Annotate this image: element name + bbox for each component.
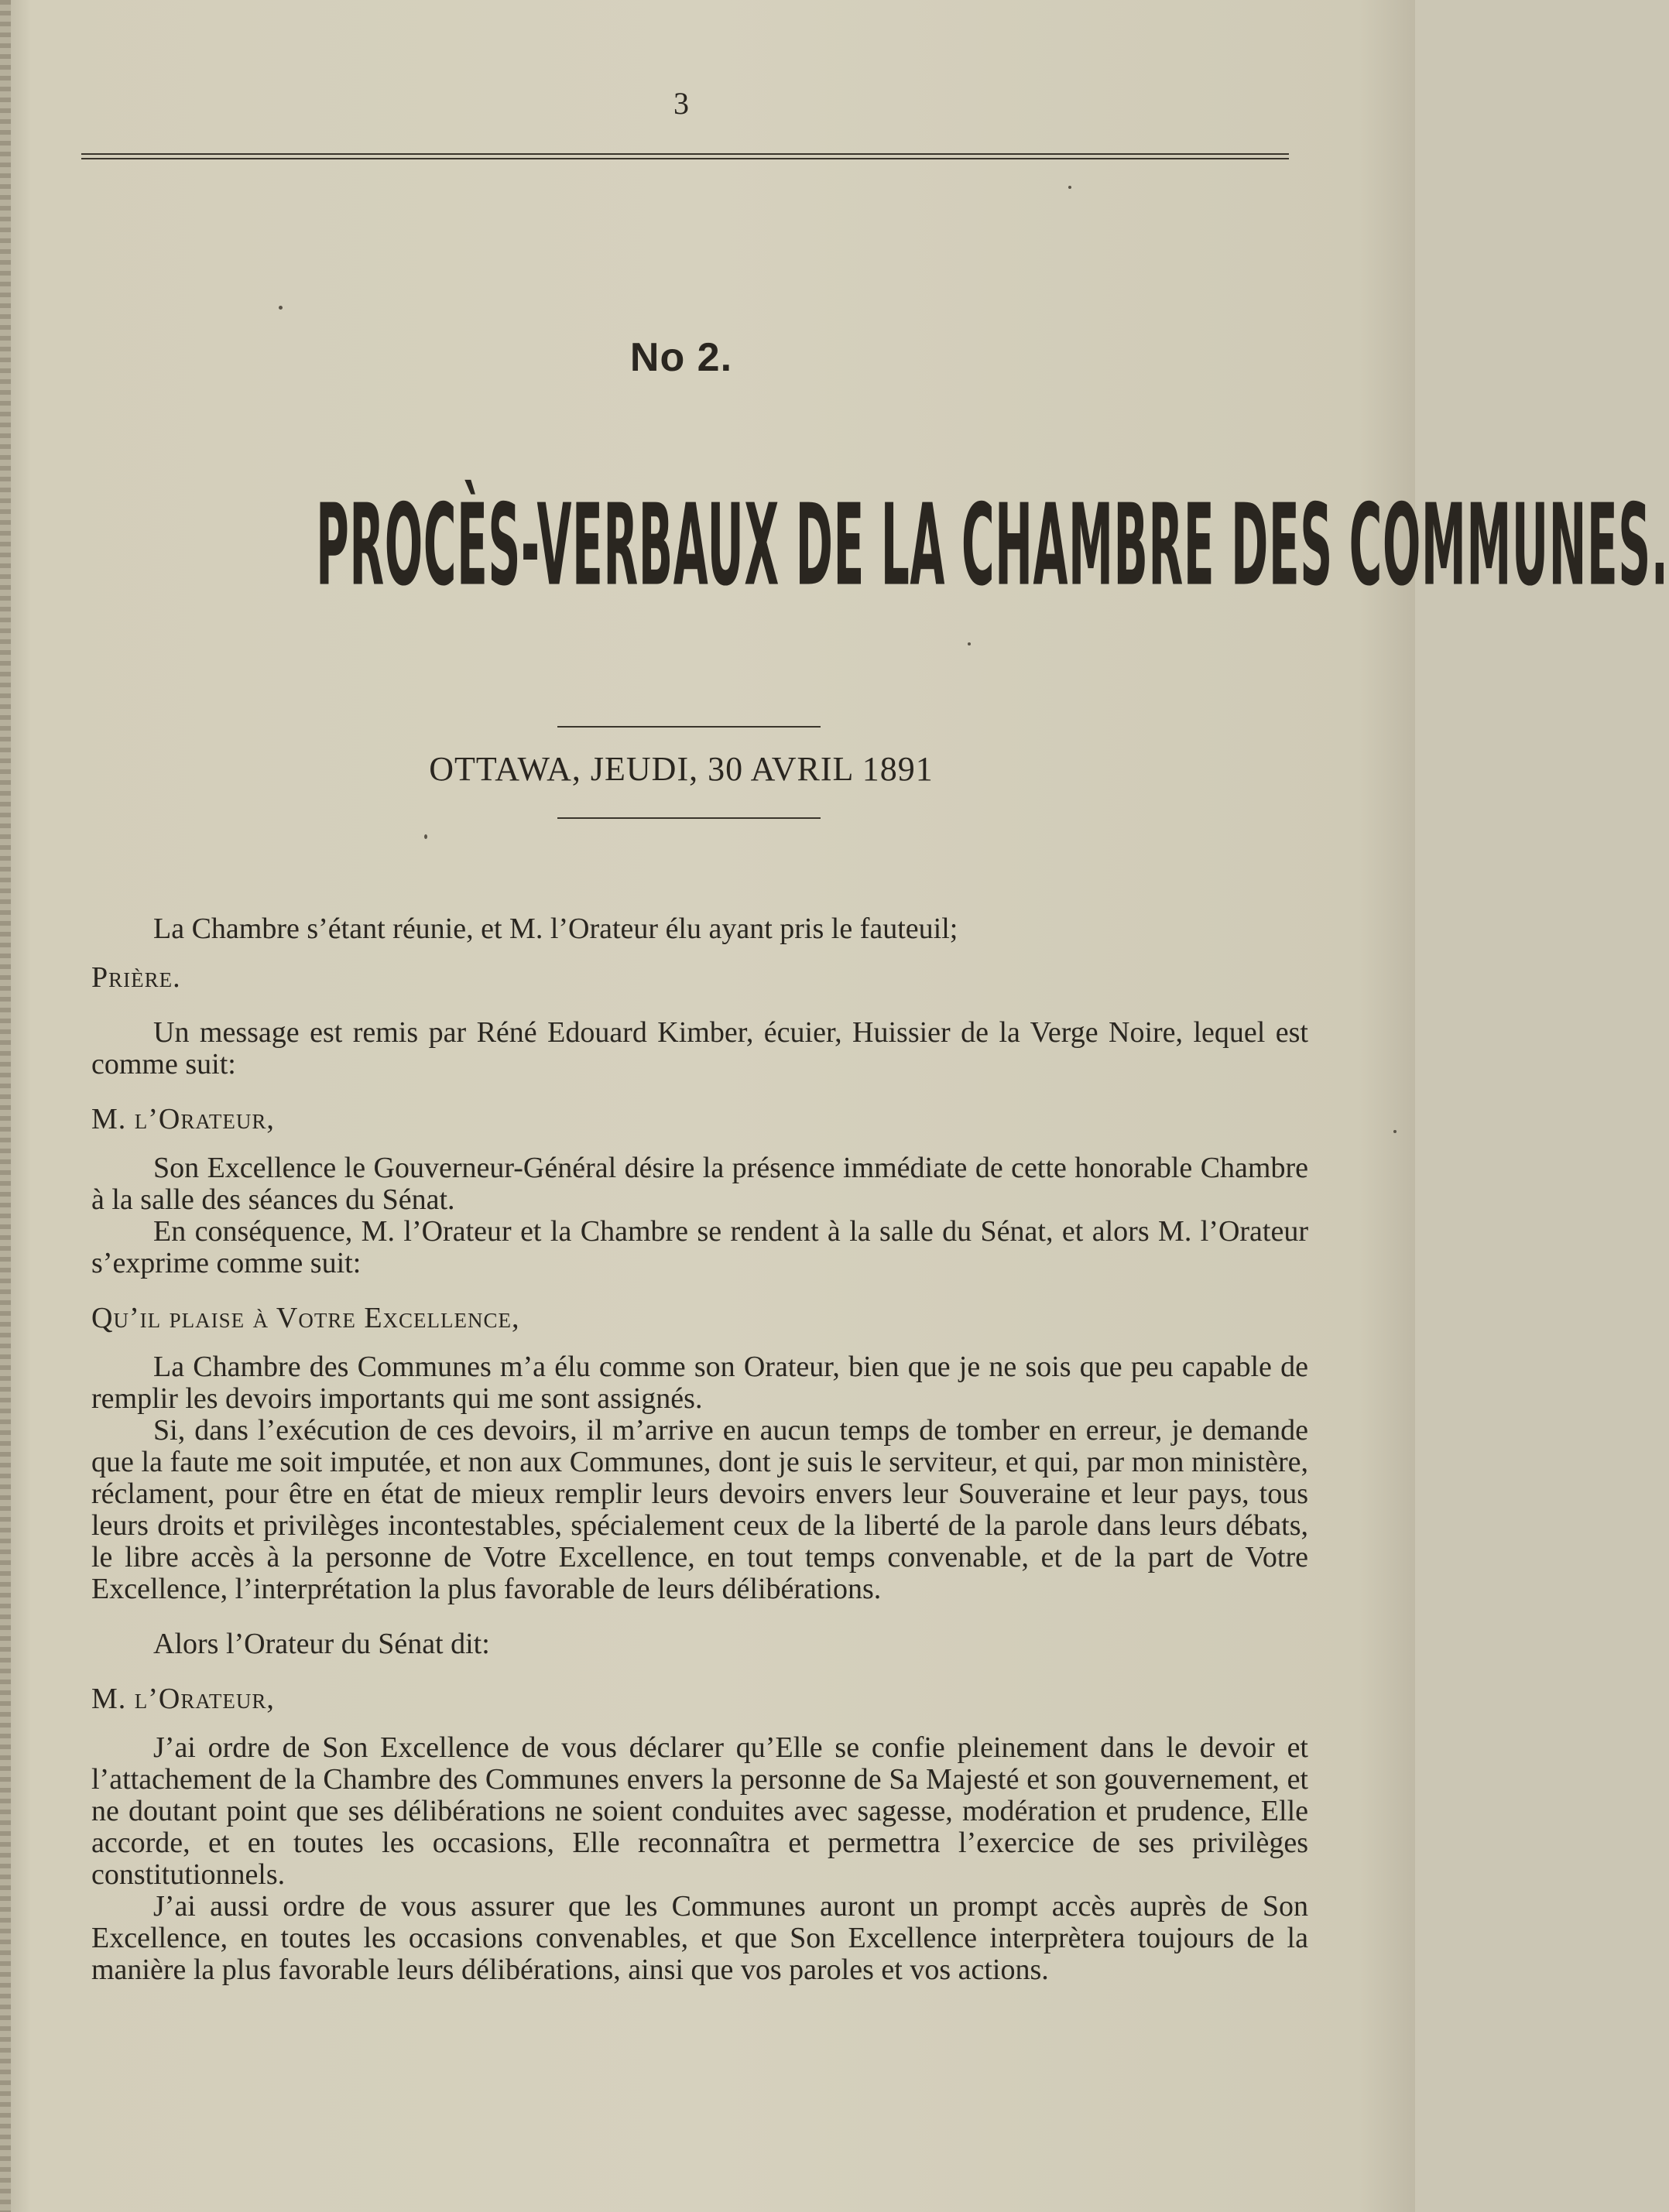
paragraph-reply-confidence: J’ai ordre de Son Excellence de vous déclarer qu’Elle se confie pleinement dans le devoir et l’attachement de la Chambre des Communes envers la personne de Sa Majesté et son gouvernement, et ne doutant point que ses délibérations ne soient conduites avec sagesse, modération et prudence, Elle accorde, et en toutes les occasions, Elle reconnaîtra et permettra l’exercice de ses privilèges constitutionnels. <box>91 1731 1308 1891</box>
page-number: 3 <box>673 86 689 121</box>
body-text <box>91 913 1308 1986</box>
document-number: No 2. <box>629 335 733 380</box>
document-title: PROCÈS-VERBAUX DE LA CHAMBRE DES COMMUNES. <box>316 479 1669 611</box>
date-rule-top <box>557 726 821 728</box>
paragraph-speaker-elected: La Chambre des Communes m’a élu comme son Orateur, bien que je ne sois que peu capable de remplir les devoirs importants qui me sont assignés. <box>91 1351 1308 1415</box>
paragraph-consequence: En conséquence, M. l’Orateur et la Chambre se rendent à la salle du Sénat, et alors M. l’Orateur s’exprime comme suit: <box>91 1215 1308 1279</box>
paragraph-opening: La Chambre s’étant réunie, et M. l’Orateur élu ayant pris le fauteuil; <box>153 913 958 945</box>
paragraph-message: Un message est remis par Réné Edouard Kimber, écuier, Huissier de la Verge Noire, lequel est comme suit: <box>91 1016 1308 1080</box>
prayer-heading: Prière. <box>91 961 181 994</box>
page-spine-edge <box>0 0 11 2212</box>
paragraph-governor-request: Son Excellence le Gouverneur-Général désire la présence immédiate de cette honorable Chambre à la salle des séances du Sénat. <box>91 1152 1308 1216</box>
paragraph-senate-speaker: Alors l’Orateur du Sénat dit: <box>153 1628 490 1660</box>
paper-speck <box>968 642 971 645</box>
paper-speck <box>1068 186 1071 189</box>
date-line: OTTAWA, JEUDI, 30 AVRIL 1891 <box>429 750 934 788</box>
date-rule-bottom <box>557 817 821 819</box>
salutation-excellence: Qu’il plaise à Votre Excellence, <box>91 1302 520 1334</box>
paragraph-privileges-request: Si, dans l’exécution de ces devoirs, il m’arrive en aucun temps de tomber en erreur, je demande que la faute me soit imputée, et non aux Communes, dont je suis le serviteur, et qui, par mon ministère, réclament, pour être en état de mieux remplir leurs devoirs envers leur Souveraine et leur pays, tous leurs droits et privilèges incontestables, spécialement ceux de la liberté de la parole dans leurs débats, le libre accès à la personne de Votre Excellence, en tout temps convenable, et de la part de Votre Excellence, l’interprétation la plus favorable de leurs délibérations. <box>91 1414 1308 1605</box>
paper-speck <box>279 306 283 310</box>
header-double-rule <box>81 153 1289 159</box>
paragraph-reply-access: J’ai aussi ordre de vous assurer que les Communes auront un prompt accès auprès de Son Excellence, en toutes les occasions convenables, et que Son Excellence interprètera toujours de la manière la plus favorable leurs délibérations, ainsi que vos paroles et vos actions. <box>91 1890 1308 1986</box>
salutation-orateur: M. l’Orateur, <box>91 1103 275 1135</box>
paper-speck <box>424 834 427 839</box>
paper-speck <box>1393 1130 1397 1133</box>
salutation-orateur-reply: M. l’Orateur, <box>91 1683 275 1715</box>
